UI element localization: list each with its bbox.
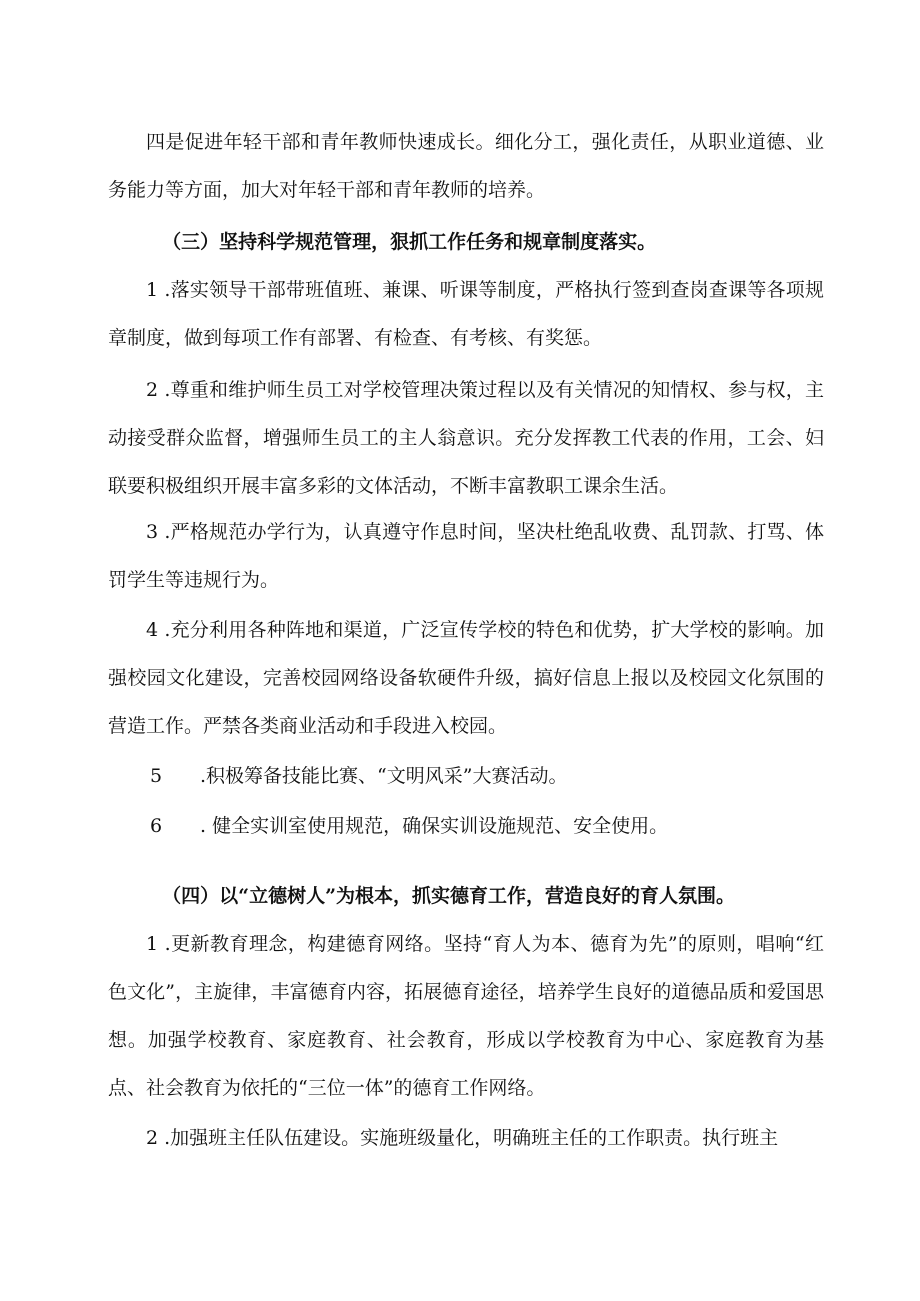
paragraph-item-4: 4 .充分利用各种阵地和渠道，广泛宣传学校的特色和优势，扩大学校的影响。加强校园文化建设，完善校园网络设备软硬件升级，搞好信息上报以及校园文化氛围的营造工作。严禁各类商业活动和手段进入校园。 bbox=[108, 619, 824, 737]
paragraph-item-1: 1 .落实领导干部带班值班、兼课、听课等制度，严格执行签到查岗查课等各项规章制度，做到每项工作有部署、有检查、有考核、有奖惩。 bbox=[108, 279, 824, 349]
item-5-text: .积极筹备技能比赛、“文明风采”大赛活动。 bbox=[200, 765, 568, 787]
item-5-number: 5 bbox=[150, 765, 163, 787]
paragraph-moral-2: 2 .加强班主任队伍建设。实施班级量化，明确班主任的工作职责。执行班主 bbox=[146, 1127, 779, 1149]
item-6-text: . 健全实训室使用规范，确保实训设施规范、安全使用。 bbox=[200, 815, 669, 837]
paragraph-item-3: 3 .严格规范办学行为，认真遵守作息时间，坚决杜绝乱收费、乱罚款、打骂、体罚学生等违规行为。 bbox=[108, 521, 824, 591]
section-heading-four: （四）以“立德树人”为根本，抓实德育工作，营造良好的育人氛围。 bbox=[162, 885, 735, 907]
item-6-number: 6 bbox=[150, 815, 163, 837]
paragraph-item-6 bbox=[150, 802, 668, 850]
section-heading-three: （三）坚持科学规范管理，狠抓工作任务和规章制度落实。 bbox=[162, 231, 657, 253]
paragraph-item-5 bbox=[150, 752, 567, 800]
paragraph-moral-1: 1 .更新教育理念，构建德育网络。坚持“育人为本、德育为先”的原则，唱响“红色文化”，主旋律，丰富德育内容，拓展德育途径，培养学生良好的道德品质和爱国思想。加强学校教育、家庭教育、社会教育，形成以学校教育为中心、家庭教育为基点、社会教育为依托的“三位一体”的德育工作网络。 bbox=[108, 933, 824, 1099]
paragraph-item-2: 2 .尊重和维护师生员工对学校管理决策过程以及有关情况的知情权、参与权，主动接受群众监督，增强师生员工的主人翁意识。充分发挥教工代表的作用，工会、妇联要积极组织开展丰富多彩的文体活动，不断丰富教职工课余生活。 bbox=[108, 379, 824, 497]
paragraph-young-cadres: 四是促进年轻干部和青年教师快速成长。细化分工，强化责任，从职业道德、业务能力等方面，加大对年轻干部和青年教师的培养。 bbox=[108, 131, 824, 201]
